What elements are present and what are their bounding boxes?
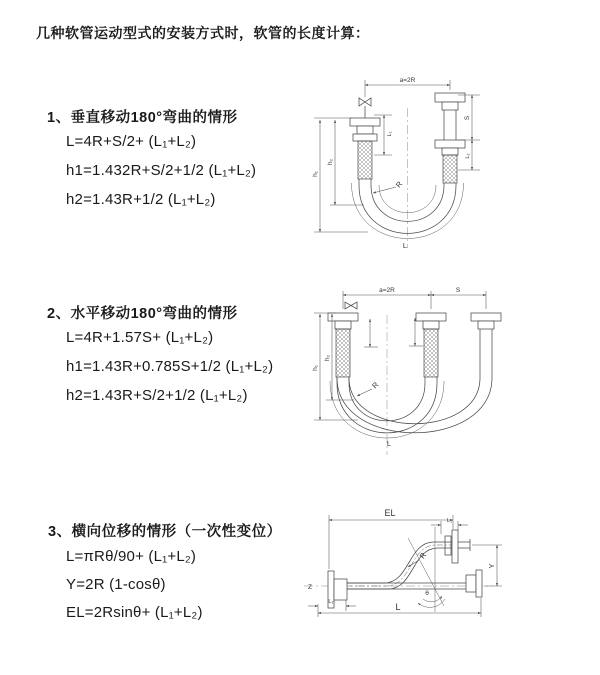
d2-hose-bends <box>330 378 492 438</box>
section-3-formula-L: L=πRθ/90+ (L₁+L₂) <box>66 548 197 565</box>
d3-label-y: Y <box>487 563 496 569</box>
d2-label-a2r: a=2R <box>379 287 395 294</box>
d1-label-r: R <box>393 179 405 190</box>
d2-valve-icon <box>345 302 357 309</box>
d2-left-pipe <box>328 313 358 383</box>
d1-valve-icon <box>359 98 371 118</box>
section-1-formula-h2: h2=1.43R+1/2 (L₁+L₂) <box>66 191 216 208</box>
section-1-heading: 1、垂直移动180°弯曲的情形 <box>47 110 238 126</box>
section-2 <box>47 302 238 323</box>
d1-right-pipe <box>435 93 465 185</box>
d3-label-theta: θ <box>425 590 429 597</box>
d2-label-l: L <box>386 439 392 448</box>
d1-label-a2r: a=2R <box>399 77 416 84</box>
d1-label-l2: L₂ <box>465 153 471 159</box>
d3-z-mark: Z <box>308 584 312 591</box>
d1-label-s: S <box>464 115 471 121</box>
d2-right-pipe <box>471 313 501 378</box>
d2-label-r: R <box>370 380 381 391</box>
section-3-formula-Y: Y=2R (1-cosθ) <box>66 576 166 593</box>
page-title: 几种软管运动型式的安装方式时，软管的长度计算： <box>36 25 370 41</box>
d3-upper-flange <box>445 530 470 563</box>
section-2-formula-L: L=4R+1.57S+ (L₁+L₂) <box>66 329 214 346</box>
d3-label-l2: L₂ <box>328 599 334 605</box>
section-3 <box>48 520 282 541</box>
d3-label-l1: L₁ <box>447 518 452 524</box>
section-2-heading: 2、水平移动180°弯曲的情形 <box>47 306 238 322</box>
section-2-formula-h2: h2=1.43R+S/2+1/2 (L₁+L₂) <box>66 387 248 404</box>
d3-label-l: L <box>395 602 401 612</box>
d3-lower-right-flange <box>466 570 482 597</box>
section-3-formula-EL: EL=2Rsinθ+ (L₁+L₂) <box>66 604 203 621</box>
d1-label-h1: h₁ <box>312 171 319 177</box>
d2-middle-pipe <box>416 313 446 383</box>
d3-construction-lines <box>408 527 445 612</box>
d3-dim-l <box>318 598 481 617</box>
d3-s-curve-hose <box>347 542 452 589</box>
d2-label-h2: h₂ <box>324 354 331 362</box>
d1-label-h2: h₂ <box>327 158 334 166</box>
section-1-formula-h1: h1=1.432R+S/2+1/2 (L₁+L₂) <box>66 162 257 179</box>
d2-fitting-dims <box>364 318 423 347</box>
d2-dim-a2r-s <box>343 287 486 309</box>
d3-dim-l1 <box>431 518 468 534</box>
diagram-vertical-180-bend <box>306 70 546 262</box>
d3-label-el: EL <box>384 508 396 518</box>
d1-left-pipe <box>350 118 380 185</box>
d1-radius-callout <box>373 179 405 193</box>
d1-label-l: L <box>402 241 408 250</box>
diagram-lateral-displacement <box>298 503 598 655</box>
d2-radius-callout <box>357 380 381 396</box>
section-1 <box>47 106 238 127</box>
d2-label-s: S <box>455 287 461 294</box>
d3-dim-el <box>329 508 453 569</box>
diagram-horizontal-180-bend <box>306 283 546 475</box>
d2-label-h1: h₁ <box>312 365 319 371</box>
d1-dim-s-l2 <box>458 95 480 170</box>
section-2-formula-h1: h1=1.43R+0.785S+1/2 (L₁+L₂) <box>66 358 274 375</box>
section-1-formula-L: L=4R+S/2+ (L₁+L₂) <box>66 133 197 150</box>
d3-label-r: R <box>417 550 429 561</box>
d1-label-l1: L₁ <box>387 131 393 137</box>
section-3-heading: 3、横向位移的情形（一次性变位） <box>48 524 282 540</box>
